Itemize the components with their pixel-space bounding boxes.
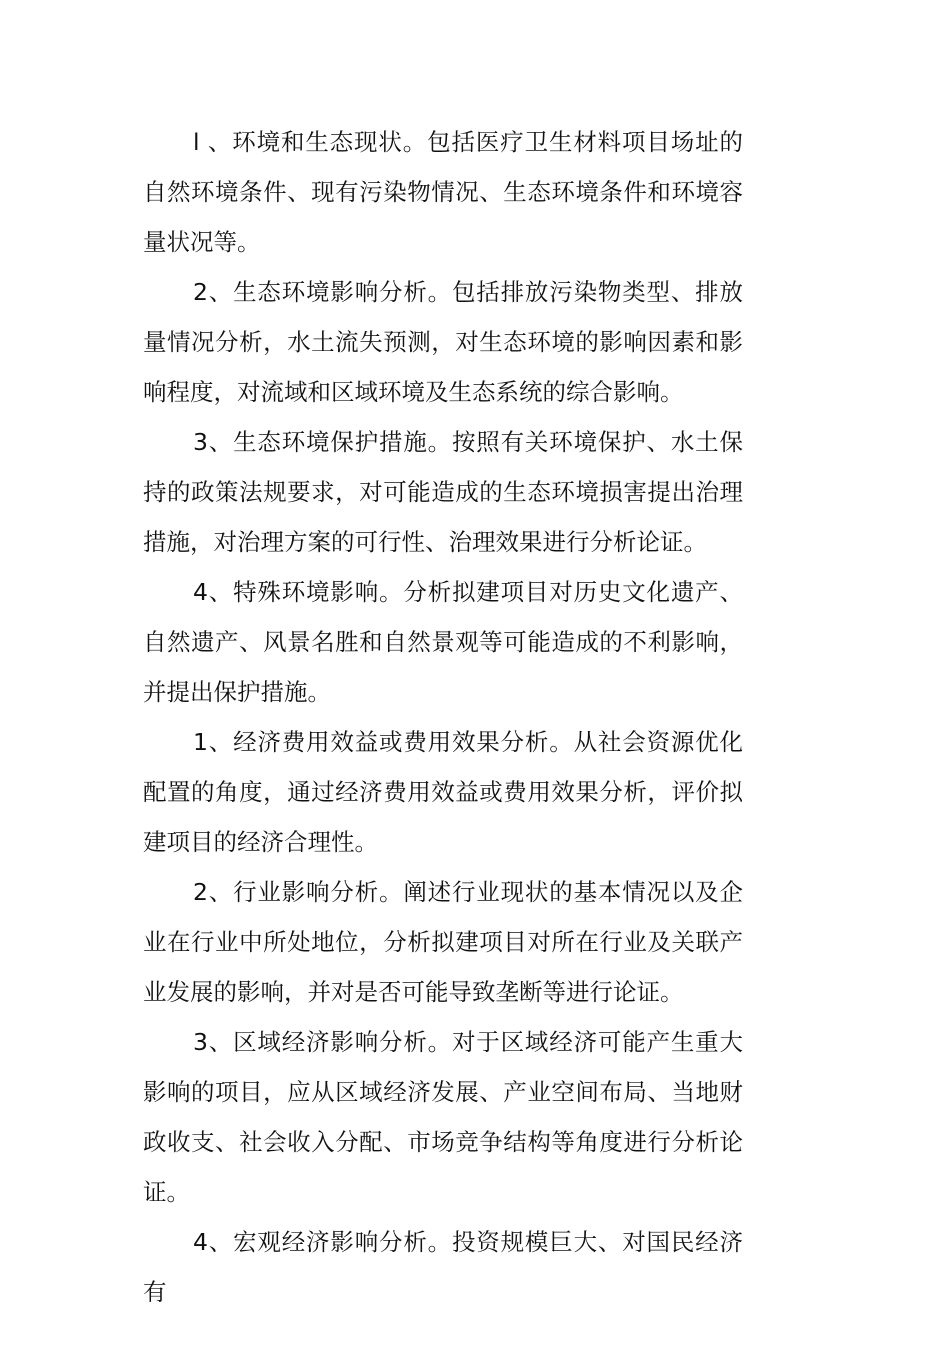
paragraph-env-status: l 、环境和生态现状。包括医疗卫生材料项目场址的自然环境条件、现有污染物情况、生态环境条件和环境容量状况等。	[143, 128, 743, 256]
paragraph-industry-impact: 2、行业影响分析。阐述行业现状的基本情况以及企业在行业中所处地位，分析拟建项目对所在行业及关联产业发展的影响，并对是否可能导致垄断等进行论证。	[143, 878, 743, 1006]
paragraph-cost-benefit-analysis: 1、经济费用效益或费用效果分析。从社会资源优化配置的角度，通过经济费用效益或费用效果分析，评价拟建项目的经济合理性。	[143, 728, 743, 856]
document-body	[143, 117, 743, 1317]
paragraph-macro-economy: 4、宏观经济影响分析。投资规模巨大、对国民经济有	[143, 1228, 743, 1306]
paragraph-eco-protection-measures: 3、生态环境保护措施。按照有关环境保护、水土保持的政策法规要求，对可能造成的生态环境损害提出治理措施，对治理方案的可行性、治理效果进行分析论证。	[143, 428, 743, 556]
paragraph-special-env-impact: 4、特殊环境影响。分析拟建项目对历史文化遗产、自然遗产、风景名胜和自然景观等可能造成的不利影响，并提出保护措施。	[143, 578, 743, 706]
paragraph-eco-impact-analysis: 2、生态环境影响分析。包括排放污染物类型、排放量情况分析，水土流失预测，对生态环境的影响因素和影响程度，对流域和区域环境及生态系统的综合影响。	[143, 278, 743, 406]
paragraph-regional-economy: 3、区域经济影响分析。对于区域经济可能产生重大影响的项目，应从区域经济发展、产业空间布局、当地财政收支、社会收入分配、市场竞争结构等角度进行分析论证。	[143, 1028, 743, 1206]
